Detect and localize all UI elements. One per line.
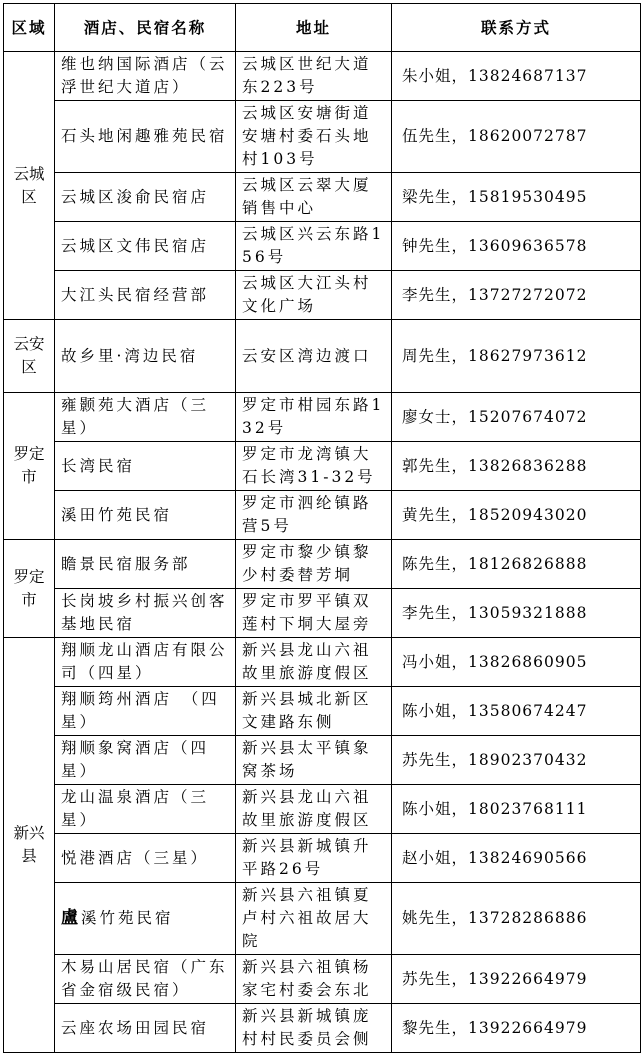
contact-cell: 朱小姐，13824687137 xyxy=(392,52,641,101)
contact-cell: 陈先生，18126826888 xyxy=(392,540,641,589)
address-cell: 云城区大江头村文化广场 xyxy=(236,271,392,320)
address-cell: 罗定市黎少镇黎少村委替芳垌 xyxy=(236,540,392,589)
region-cell: 罗定市 xyxy=(4,393,55,540)
header-row xyxy=(4,4,641,52)
table-row xyxy=(4,442,641,491)
address-cell: 新兴县龙山六祖故里旅游度假区 xyxy=(236,638,392,687)
address-cell: 罗定市柑园东路132号 xyxy=(236,393,392,442)
table-row xyxy=(4,320,641,393)
name-cell: 云座农场田园民宿 xyxy=(55,1004,236,1053)
address-cell: 罗定市罗平镇双莲村下垌大屋旁 xyxy=(236,589,392,638)
table-row xyxy=(4,834,641,883)
name-cell: 翔顺象窝酒店（四星） xyxy=(55,736,236,785)
name-rest: 溪竹苑民宿 xyxy=(81,909,174,927)
table-row xyxy=(4,1004,641,1053)
address-cell: 云安区湾边渡口 xyxy=(236,320,392,393)
name-cell: 悦港酒店（三星） xyxy=(55,834,236,883)
name-cell: 溪田竹苑民宿 xyxy=(55,491,236,540)
name-cell: 木易山居民宿（广东省金宿级民宿） xyxy=(55,955,236,1004)
name-cell: 雍颢苑大酒店（三星） xyxy=(55,393,236,442)
table-row xyxy=(4,638,641,687)
contact-cell: 周先生，18627973612 xyxy=(392,320,641,393)
name-cell: 大江头民宿经营部 xyxy=(55,271,236,320)
contact-cell: 梁先生，15819530495 xyxy=(392,173,641,222)
region-cell: 罗定市 xyxy=(4,540,55,638)
address-cell: 云城区世纪大道东223号 xyxy=(236,52,392,101)
contact-cell: 苏先生，13922664979 xyxy=(392,955,641,1004)
contact-cell: 李先生，13727272072 xyxy=(392,271,641,320)
contact-cell: 廖女士，15207674072 xyxy=(392,393,641,442)
contact-cell: 苏先生，18902370432 xyxy=(392,736,641,785)
contact-cell: 黎先生，13922664979 xyxy=(392,1004,641,1053)
address-cell: 新兴县六祖镇夏卢村六祖故居大院 xyxy=(236,883,392,955)
contact-cell: 赵小姐，13824690566 xyxy=(392,834,641,883)
name-cell: 翔顺龙山酒店有限公司（四星） xyxy=(55,638,236,687)
table-row xyxy=(4,687,641,736)
contact-cell: 郭先生，13826836288 xyxy=(392,442,641,491)
contact-cell: 李先生，13059321888 xyxy=(392,589,641,638)
contact-cell: 钟先生，13609636578 xyxy=(392,222,641,271)
table-row xyxy=(4,101,641,173)
header-region: 区域 xyxy=(4,4,55,52)
contact-cell: 伍先生，18620072787 xyxy=(392,101,641,173)
table-row xyxy=(4,883,641,955)
contact-cell: 陈小姐，18023768111 xyxy=(392,785,641,834)
region-cell: 云安区 xyxy=(4,320,55,393)
address-cell: 云城区安塘街道安塘村委石头地村103号 xyxy=(236,101,392,173)
contact-cell: 陈小姐，13580674247 xyxy=(392,687,641,736)
table-row xyxy=(4,222,641,271)
table-row xyxy=(4,173,641,222)
address-cell: 云城区兴云东路156号 xyxy=(236,222,392,271)
name-cell: 长湾民宿 xyxy=(55,442,236,491)
address-cell: 新兴县新城镇升平路26号 xyxy=(236,834,392,883)
name-cell: 云城区浚俞民宿店 xyxy=(55,173,236,222)
table-row xyxy=(4,589,641,638)
table-row xyxy=(4,393,641,442)
address-cell: 云城区云翠大厦销售中心 xyxy=(236,173,392,222)
address-cell: 罗定市泗纶镇路营5号 xyxy=(236,491,392,540)
address-cell: 罗定市龙湾镇大石长湾31-32号 xyxy=(236,442,392,491)
address-cell: 新兴县城北新区文建路东侧 xyxy=(236,687,392,736)
address-cell: 新兴县新城镇庞村村民委员会侧 xyxy=(236,1004,392,1053)
name-cell: 石头地闲趣雅苑民宿 xyxy=(55,101,236,173)
name-cell: 维也纳国际酒店（云浮世纪大道店） xyxy=(55,52,236,101)
name-cell: 故乡里·湾边民宿 xyxy=(55,320,236,393)
address-cell: 新兴县太平镇象窝茶场 xyxy=(236,736,392,785)
table-row xyxy=(4,736,641,785)
table-row xyxy=(4,540,641,589)
region-cell: 云城区 xyxy=(4,52,55,320)
name-cell: 瞻景民宿服务部 xyxy=(55,540,236,589)
table-row xyxy=(4,52,641,101)
header-contact: 联系方式 xyxy=(392,4,641,52)
header-name: 酒店、民宿名称 xyxy=(55,4,236,52)
address-cell: 新兴县六祖镇杨家宅村委会东北 xyxy=(236,955,392,1004)
region-cell: 新兴县 xyxy=(4,638,55,1053)
name-cell xyxy=(55,883,236,955)
name-first-char: 盧 xyxy=(61,908,81,928)
table-row xyxy=(4,271,641,320)
table-row xyxy=(4,491,641,540)
contact-cell: 冯小姐，13826860905 xyxy=(392,638,641,687)
name-cell: 翔顺筠州酒店 （四星） xyxy=(55,687,236,736)
name-cell: 龙山温泉酒店（三星） xyxy=(55,785,236,834)
name-cell: 云城区文伟民宿店 xyxy=(55,222,236,271)
name-cell: 长岗坡乡村振兴创客基地民宿 xyxy=(55,589,236,638)
table-row xyxy=(4,955,641,1004)
address-cell: 新兴县龙山六祖故里旅游度假区 xyxy=(236,785,392,834)
header-address: 地址 xyxy=(236,4,392,52)
contact-cell: 姚先生，13728286886 xyxy=(392,883,641,955)
table-row xyxy=(4,785,641,834)
contact-cell: 黄先生，18520943020 xyxy=(392,491,641,540)
accommodation-table xyxy=(3,3,641,1053)
